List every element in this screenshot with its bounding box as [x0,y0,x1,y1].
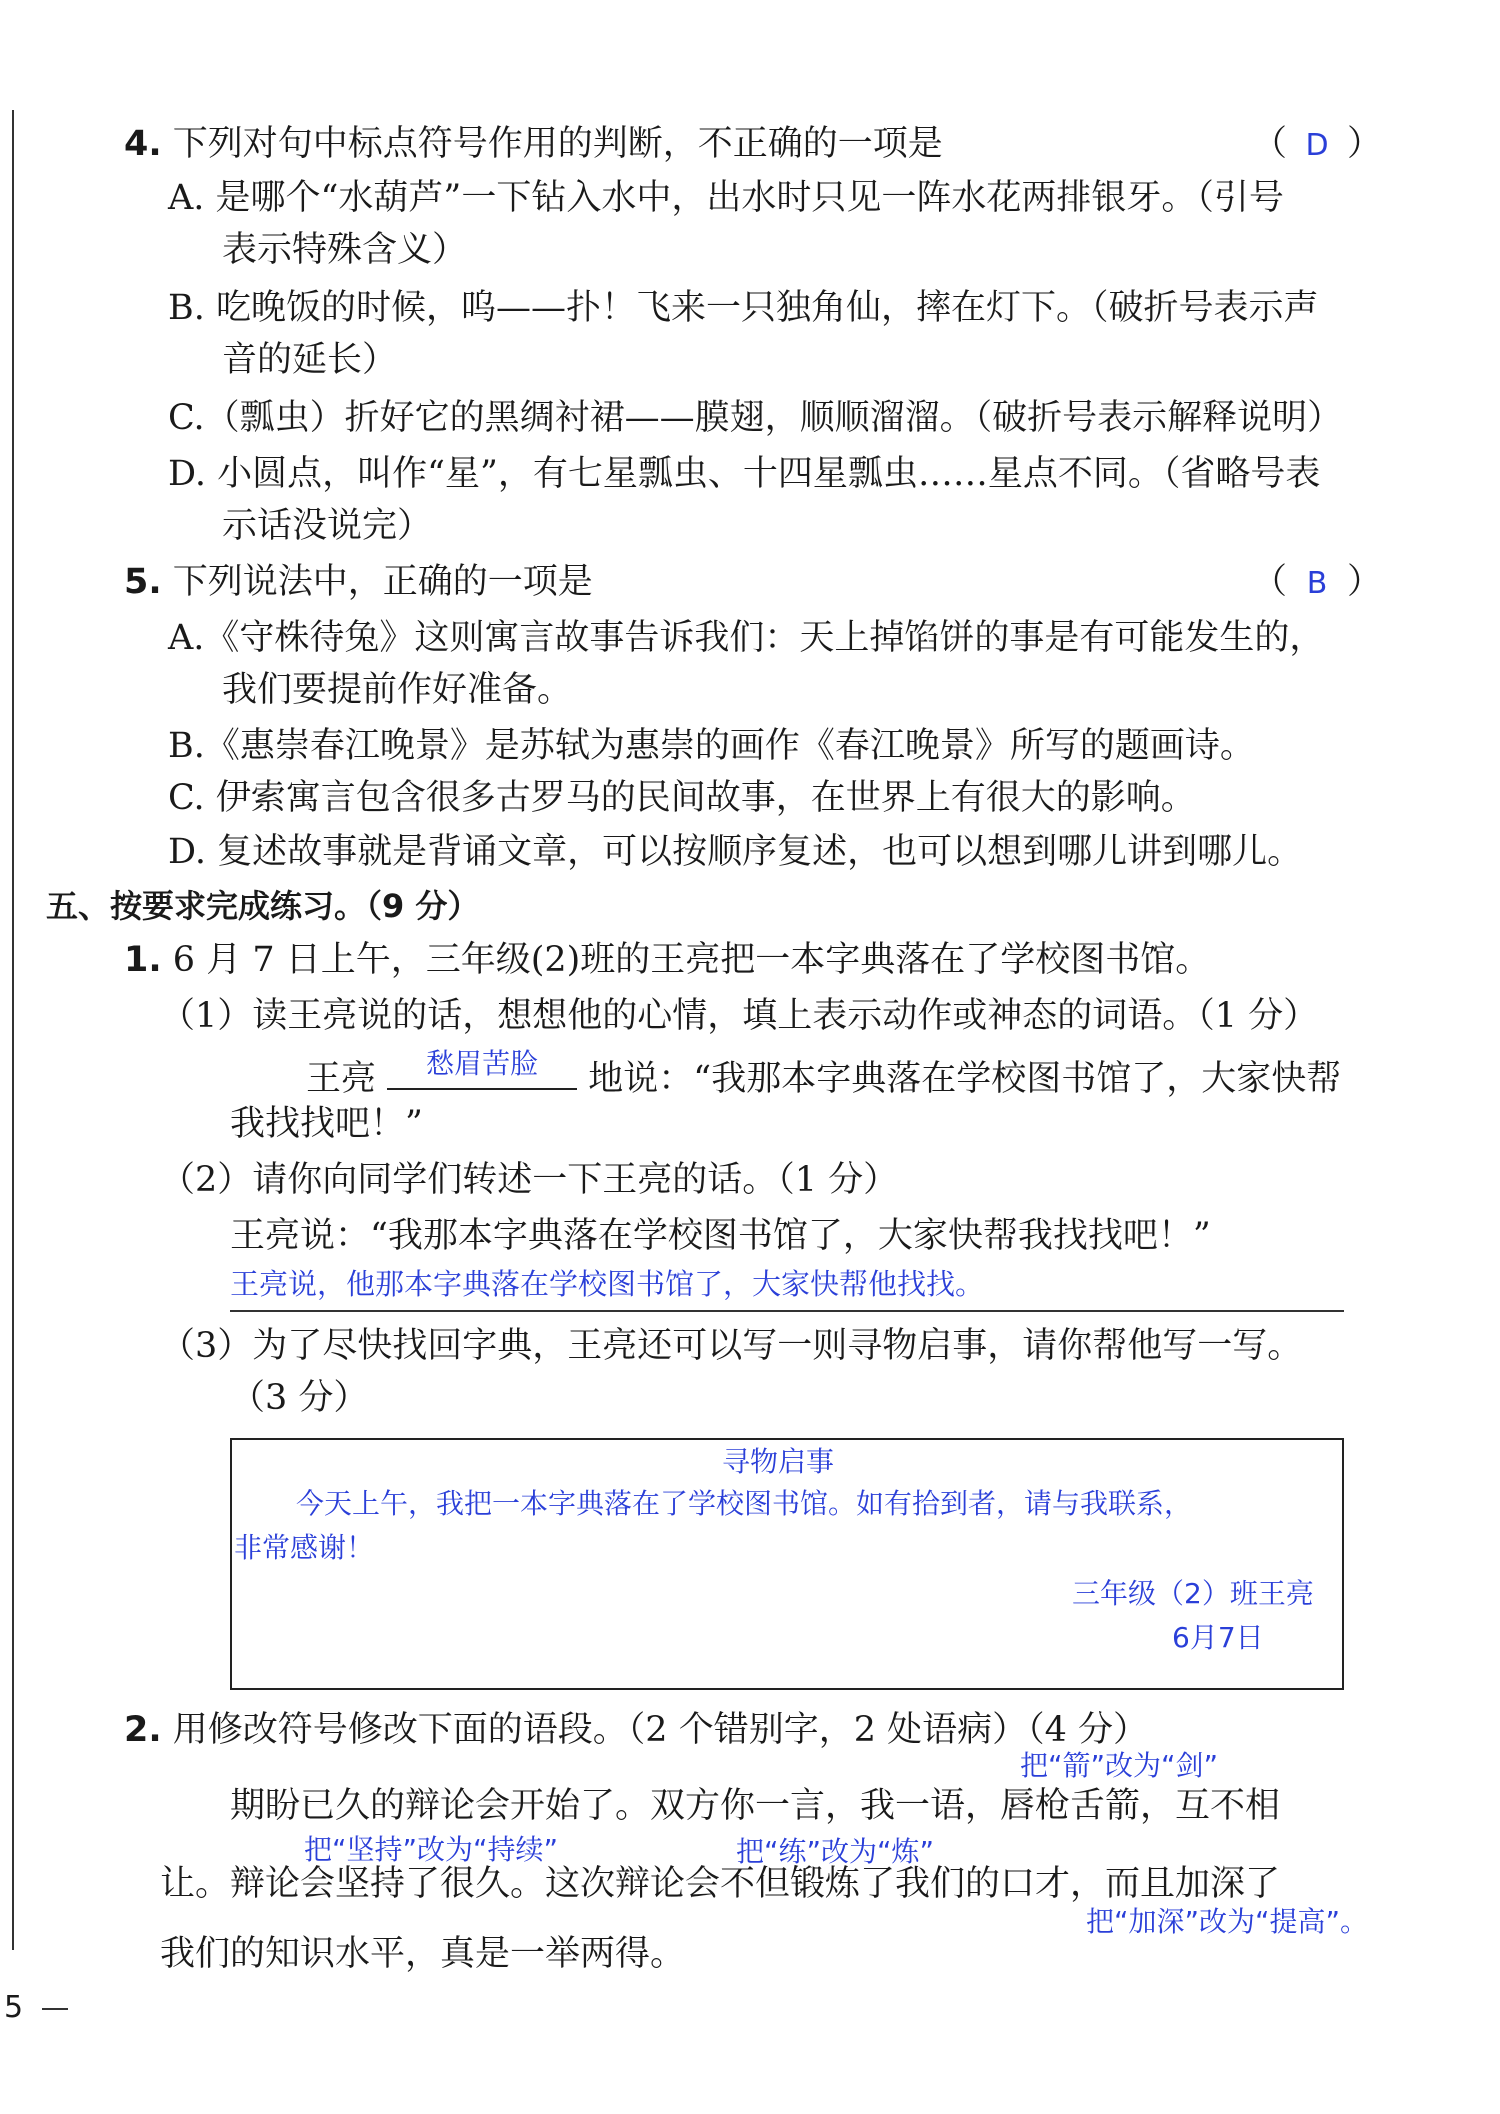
correction-2: 把“坚持”改为“持续” [304,1833,559,1866]
q5-option-a-line2: 我们要提前作好准备。 [222,670,573,710]
correction-3: 把“练”改为“炼” [736,1835,935,1868]
q4-stem-text: 下列对句中标点符号作用的判断，不正确的一项是 [172,124,943,164]
paragraph-line3: 我们的知识水平，真是一举两得。 [160,1934,686,1974]
q5-option-c: C. 伊索寓言包含很多古罗马的民间故事，在世界上有很大的影响。 [168,778,1196,818]
sub2-answer: 王亮说，他那本字典落在学校图书馆了，大家快帮他找找。 [230,1267,985,1301]
page-number: 5 [4,1990,24,2025]
paragraph-line2: 让。辩论会坚持了很久。这次辩论会不但锻炼了我们的口才，而且加深了 [160,1864,1281,1904]
s5-q1-number: 1. [124,940,162,980]
q4-answer: D [1305,128,1329,163]
paragraph-line1: 期盼已久的辩论会开始了。双方你一言，我一语，唇枪舌箭，互不相 [230,1786,1281,1826]
q5-answer: B [1306,566,1328,601]
q4-option-c: C.（瓢虫）折好它的黑绸衬裙——膜翅，顺顺溜溜。（破折号表示解释说明） [168,398,1343,438]
s5-q2-stem-text: 用修改符号修改下面的语段。（2 个错别字，2 处语病）（4 分） [172,1710,1148,1750]
q5-stem [124,560,593,604]
s5-q1-stem-text: 6 月 7 日上午，三年级(2)班的王亮把一本字典落在了学校图书馆。 [172,940,1211,980]
page-number-dash [42,2008,68,2010]
left-margin-rule [12,110,14,1950]
q4-option-b-line1: B. 吃晚饭的时候，呜——扑！飞来一只独角仙，摔在灯下。（破折号表示声 [168,288,1319,328]
notice-body-line2: 非常感谢！ [234,1531,375,1564]
correction-1: 把“箭”改为“剑” [1020,1749,1219,1782]
q4-option-d-line2: 示话没说完） [222,506,433,546]
q5-number: 5. [124,562,162,602]
q4-option-a-line1: A. 是哪个“水葫芦”一下钻入水中，出水时只见一阵水花两排银牙。（引号 [168,178,1284,218]
sub1-answer: 愁眉苦脸 [426,1047,539,1080]
s5-q1-stem [124,938,1210,982]
notice-date: 6月7日 [1172,1621,1264,1654]
q5-option-a-line1: A.《守株待兔》这则寓言故事告诉我们：天上掉馅饼的事是有可能发生的， [168,618,1325,658]
notice-title: 寻物启事 [722,1445,835,1478]
sub2-answer-line [230,1310,1344,1312]
s5-q1-sub2-stem: （2）请你向同学们转述一下王亮的话。（1 分） [160,1160,899,1200]
section-five-title: 五、按要求完成练习。（9 分） [46,887,480,925]
s5-q2-number: 2. [124,1710,162,1750]
q5-option-b: B.《惠崇春江晚景》是苏轼为惠崇的画作《春江晚景》所写的题画诗。 [168,726,1255,766]
q4-option-a-line2: 表示特殊含义） [222,230,468,270]
q5-answer-paren: （ B ） [1252,560,1382,606]
q4-answer-paren: （ D ） [1252,122,1382,168]
notice-signature: 三年级（2）班王亮 [1072,1577,1314,1610]
q4-option-b-line2: 音的延长） [222,340,398,380]
sub1-answer-blank[interactable] [387,1048,577,1090]
s5-q1-sub1-line [306,1048,1341,1101]
correction-4: 把“加深”改为“提高”。 [1086,1905,1369,1938]
s5-q1-sub3-stem: （3）为了尽快找回字典，王亮还可以写一则寻物启事，请你帮他写一写。 [160,1326,1303,1366]
q4-stem [124,122,943,166]
sub1-suffix: 地说：“我那本字典落在学校图书馆了，大家快帮 [588,1059,1342,1099]
s5-q2-stem [124,1708,1148,1752]
s5-q1-sub2-quote: 王亮说：“我那本字典落在学校图书馆了，大家快帮我找找吧！” [230,1216,1211,1256]
notice-body-line1: 今天上午，我把一本字典落在了学校图书馆。如有拾到者，请与我联系， [296,1487,1193,1520]
notice-box [230,1438,1344,1690]
sub1-prefix: 王亮 [306,1059,377,1099]
s5-q1-sub1-stem: （1）读王亮说的话，想想他的心情，填上表示动作或神态的词语。（1 分） [160,996,1319,1036]
s5-q1-sub3-score: （3 分） [230,1378,369,1418]
q4-option-d-line1: D. 小圆点，叫作“星”，有七星瓢虫、十四星瓢虫……星点不同。（省略号表 [168,454,1321,494]
s5-q1-sub1-cont: 我找找吧！” [230,1104,423,1144]
q4-number: 4. [124,124,162,164]
q5-option-d: D. 复述故事就是背诵文章，可以按顺序复述，也可以想到哪儿讲到哪儿。 [168,832,1303,872]
q5-stem-text: 下列说法中，正确的一项是 [172,562,593,602]
